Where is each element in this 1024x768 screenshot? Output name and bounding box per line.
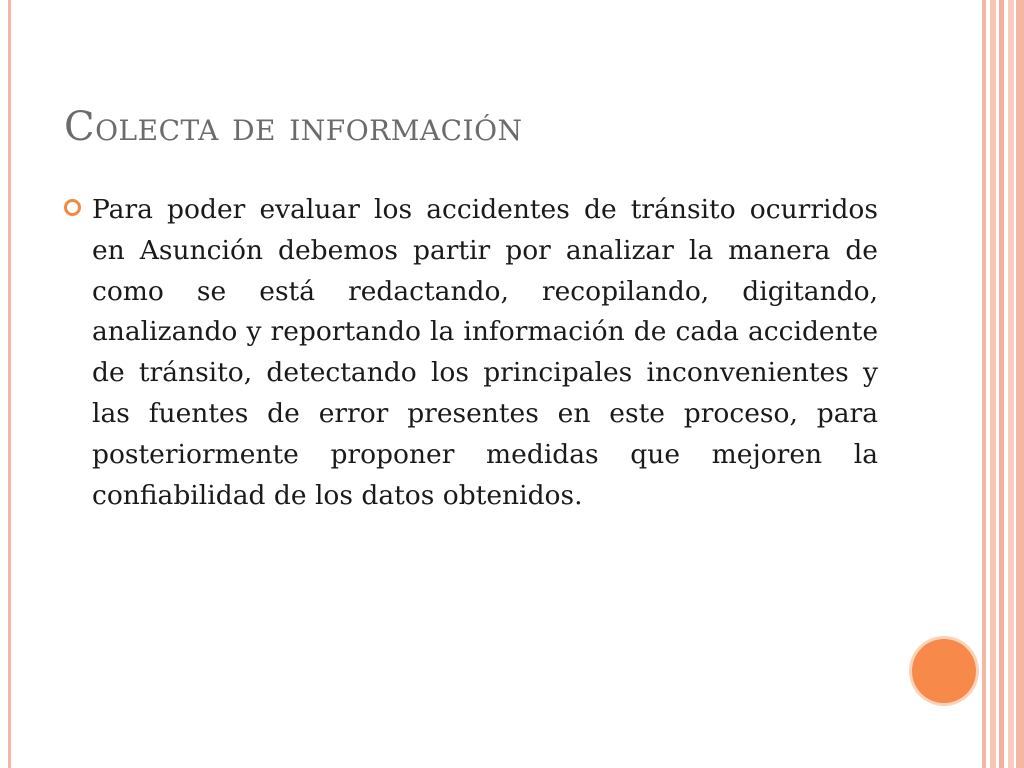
right-decorative-stripe — [990, 0, 996, 768]
orange-circle-decoration — [912, 639, 976, 703]
right-decorative-stripe — [999, 0, 1004, 768]
left-decorative-stripe — [8, 0, 11, 768]
bullet-item — [64, 190, 878, 516]
slide-title: Colecta de información — [64, 104, 523, 150]
right-decorative-stripe — [1008, 0, 1014, 768]
bullet-ring-icon — [64, 199, 81, 216]
bullet-text: Para poder evaluar los accidentes de tránsito ocurridos en Asunción debemos partir por analizar la manera de como se está redactando, recopilando, digitando, analizando y reportando la información de cada accidente de tránsito, detectando los principales inconvenientes y las fuentes de error presentes en este proceso, para posteriormente proponer medidas que mejoren la confiabilidad de los datos obtenidos. — [92, 194, 878, 511]
right-decorative-stripe — [982, 0, 986, 768]
right-decorative-stripe — [1016, 0, 1024, 768]
